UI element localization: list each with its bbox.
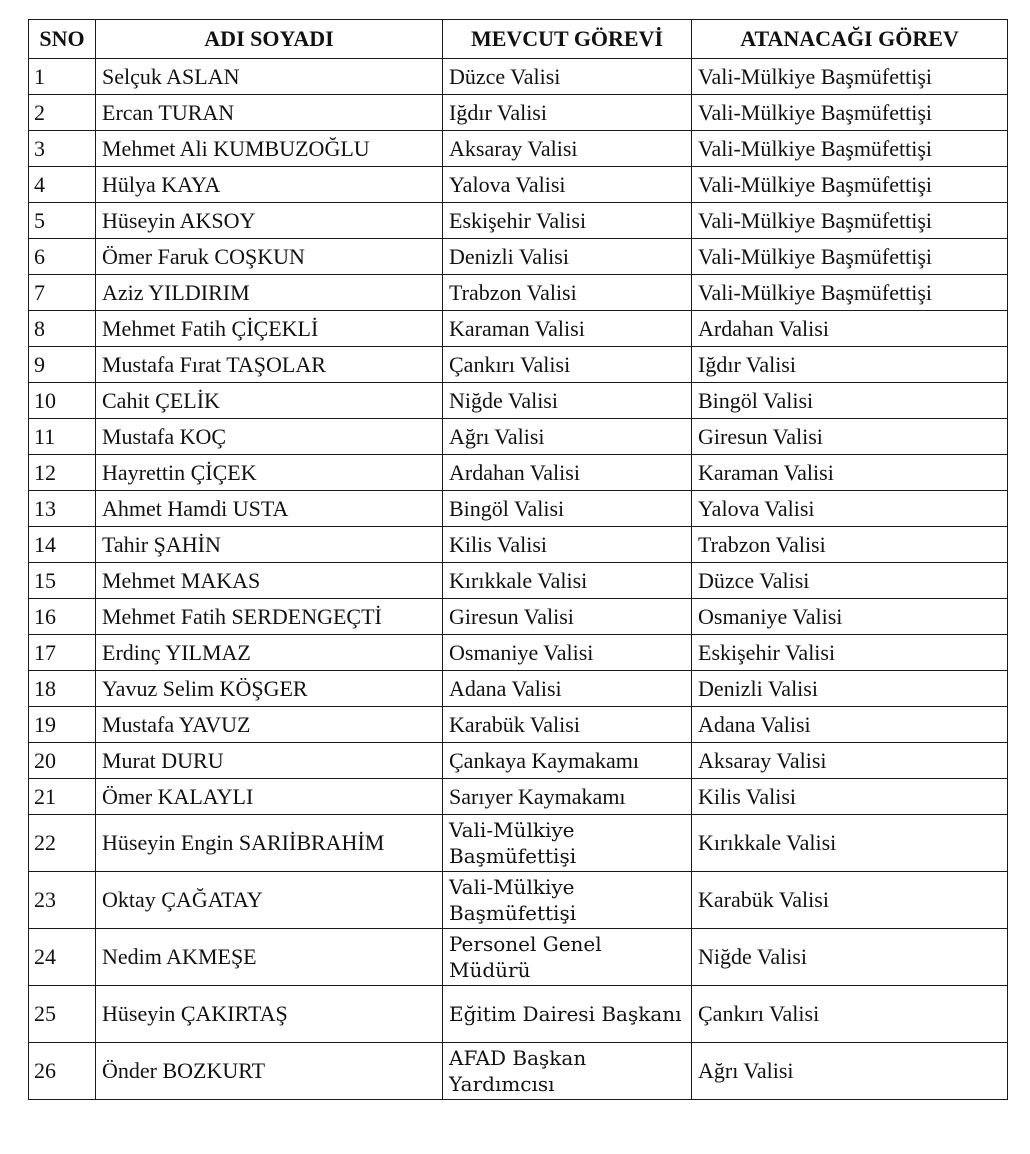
cell-assigned-post: Vali-Mülkiye Başmüfettişi — [692, 239, 1008, 275]
cell-name: Önder BOZKURT — [96, 1043, 443, 1100]
table-row — [29, 872, 1008, 929]
cell-name: Cahit ÇELİK — [96, 383, 443, 419]
cell-name: Selçuk ASLAN — [96, 59, 443, 95]
cell-sno: 13 — [29, 491, 96, 527]
cell-current-post: Düzce Valisi — [443, 59, 692, 95]
cell-current-post: Yalova Valisi — [443, 167, 692, 203]
table-row — [29, 779, 1008, 815]
cell-current-post: Vali-Mülkiye Başmüfettişi — [443, 872, 692, 929]
cell-name: Erdinç YILMAZ — [96, 635, 443, 671]
cell-assigned-post: Kırıkkale Valisi — [692, 815, 1008, 872]
cell-sno: 18 — [29, 671, 96, 707]
cell-current-post: Adana Valisi — [443, 671, 692, 707]
cell-sno: 4 — [29, 167, 96, 203]
table-row — [29, 1043, 1008, 1100]
cell-assigned-post: Eskişehir Valisi — [692, 635, 1008, 671]
cell-name: Hüseyin Engin SARIİBRAHİM — [96, 815, 443, 872]
cell-sno: 3 — [29, 131, 96, 167]
cell-name: Ömer Faruk COŞKUN — [96, 239, 443, 275]
cell-current-post: Niğde Valisi — [443, 383, 692, 419]
cell-current-post: Iğdır Valisi — [443, 95, 692, 131]
cell-assigned-post: Vali-Mülkiye Başmüfettişi — [692, 59, 1008, 95]
cell-sno: 7 — [29, 275, 96, 311]
cell-name: Ercan TURAN — [96, 95, 443, 131]
cell-sno: 15 — [29, 563, 96, 599]
cell-name: Hüseyin ÇAKIRTAŞ — [96, 986, 443, 1043]
header-current-post: MEVCUT GÖREVİ — [443, 20, 692, 59]
table-row — [29, 929, 1008, 986]
table-row — [29, 59, 1008, 95]
table-row — [29, 563, 1008, 599]
cell-name: Aziz YILDIRIM — [96, 275, 443, 311]
cell-name: Murat DURU — [96, 743, 443, 779]
cell-current-post: Giresun Valisi — [443, 599, 692, 635]
cell-sno: 5 — [29, 203, 96, 239]
cell-name: Yavuz Selim KÖŞGER — [96, 671, 443, 707]
cell-sno: 23 — [29, 872, 96, 929]
cell-sno: 12 — [29, 455, 96, 491]
cell-name: Hayrettin ÇİÇEK — [96, 455, 443, 491]
table-row — [29, 203, 1008, 239]
cell-name: Ömer KALAYLI — [96, 779, 443, 815]
table-row — [29, 707, 1008, 743]
cell-name: Hülya KAYA — [96, 167, 443, 203]
cell-current-post: Bingöl Valisi — [443, 491, 692, 527]
cell-assigned-post: Kilis Valisi — [692, 779, 1008, 815]
cell-current-post: Kırıkkale Valisi — [443, 563, 692, 599]
cell-assigned-post: Trabzon Valisi — [692, 527, 1008, 563]
cell-sno: 21 — [29, 779, 96, 815]
table-row — [29, 95, 1008, 131]
table-row — [29, 671, 1008, 707]
cell-sno: 20 — [29, 743, 96, 779]
cell-name: Ahmet Hamdi USTA — [96, 491, 443, 527]
header-row — [29, 20, 1008, 59]
table-header — [29, 20, 1008, 59]
header-assigned-post: ATANACAĞI GÖREV — [692, 20, 1008, 59]
cell-sno: 11 — [29, 419, 96, 455]
table-row — [29, 347, 1008, 383]
cell-current-post: Personel Genel Müdürü — [443, 929, 692, 986]
table-row — [29, 167, 1008, 203]
cell-assigned-post: Vali-Mülkiye Başmüfettişi — [692, 203, 1008, 239]
cell-name: Nedim AKMEŞE — [96, 929, 443, 986]
table-row — [29, 491, 1008, 527]
cell-assigned-post: Vali-Mülkiye Başmüfettişi — [692, 95, 1008, 131]
cell-sno: 22 — [29, 815, 96, 872]
cell-assigned-post: Iğdır Valisi — [692, 347, 1008, 383]
cell-assigned-post: Vali-Mülkiye Başmüfettişi — [692, 167, 1008, 203]
cell-assigned-post: Vali-Mülkiye Başmüfettişi — [692, 131, 1008, 167]
cell-current-post: Eğitim Dairesi Başkanı — [443, 986, 692, 1043]
cell-sno: 17 — [29, 635, 96, 671]
cell-name: Mehmet Ali KUMBUZOĞLU — [96, 131, 443, 167]
cell-assigned-post: Karabük Valisi — [692, 872, 1008, 929]
cell-assigned-post: Karaman Valisi — [692, 455, 1008, 491]
table-row — [29, 986, 1008, 1043]
cell-name: Oktay ÇAĞATAY — [96, 872, 443, 929]
cell-assigned-post: Niğde Valisi — [692, 929, 1008, 986]
table-row — [29, 635, 1008, 671]
cell-sno: 9 — [29, 347, 96, 383]
cell-current-post: Ağrı Valisi — [443, 419, 692, 455]
table-row — [29, 311, 1008, 347]
cell-name: Mehmet Fatih SERDENGEÇTİ — [96, 599, 443, 635]
table-row — [29, 527, 1008, 563]
cell-current-post: Çankırı Valisi — [443, 347, 692, 383]
header-name: ADI SOYADI — [96, 20, 443, 59]
table-row — [29, 455, 1008, 491]
cell-assigned-post: Bingöl Valisi — [692, 383, 1008, 419]
cell-sno: 6 — [29, 239, 96, 275]
table-row — [29, 419, 1008, 455]
table-row — [29, 599, 1008, 635]
cell-assigned-post: Adana Valisi — [692, 707, 1008, 743]
cell-name: Mehmet Fatih ÇİÇEKLİ — [96, 311, 443, 347]
cell-current-post: Eskişehir Valisi — [443, 203, 692, 239]
cell-sno: 16 — [29, 599, 96, 635]
cell-current-post: Sarıyer Kaymakamı — [443, 779, 692, 815]
cell-sno: 25 — [29, 986, 96, 1043]
cell-current-post: Trabzon Valisi — [443, 275, 692, 311]
cell-name: Tahir ŞAHİN — [96, 527, 443, 563]
table-row — [29, 815, 1008, 872]
cell-name: Mehmet MAKAS — [96, 563, 443, 599]
cell-assigned-post: Düzce Valisi — [692, 563, 1008, 599]
cell-name: Mustafa Fırat TAŞOLAR — [96, 347, 443, 383]
cell-current-post: Osmaniye Valisi — [443, 635, 692, 671]
cell-current-post: Karaman Valisi — [443, 311, 692, 347]
cell-sno: 10 — [29, 383, 96, 419]
table-row — [29, 743, 1008, 779]
cell-sno: 26 — [29, 1043, 96, 1100]
table-row — [29, 275, 1008, 311]
cell-current-post: Kilis Valisi — [443, 527, 692, 563]
cell-sno: 24 — [29, 929, 96, 986]
cell-assigned-post: Giresun Valisi — [692, 419, 1008, 455]
cell-name: Mustafa KOÇ — [96, 419, 443, 455]
cell-assigned-post: Yalova Valisi — [692, 491, 1008, 527]
table-body — [29, 59, 1008, 1100]
cell-current-post: Karabük Valisi — [443, 707, 692, 743]
cell-name: Mustafa YAVUZ — [96, 707, 443, 743]
cell-assigned-post: Çankırı Valisi — [692, 986, 1008, 1043]
cell-current-post: Vali-Mülkiye Başmüfettişi — [443, 815, 692, 872]
cell-assigned-post: Denizli Valisi — [692, 671, 1008, 707]
cell-assigned-post: Ardahan Valisi — [692, 311, 1008, 347]
cell-name: Hüseyin AKSOY — [96, 203, 443, 239]
cell-current-post: Aksaray Valisi — [443, 131, 692, 167]
appointments-table — [28, 19, 1008, 1100]
cell-sno: 2 — [29, 95, 96, 131]
table-row — [29, 383, 1008, 419]
cell-sno: 8 — [29, 311, 96, 347]
cell-assigned-post: Osmaniye Valisi — [692, 599, 1008, 635]
cell-assigned-post: Aksaray Valisi — [692, 743, 1008, 779]
cell-sno: 14 — [29, 527, 96, 563]
table-row — [29, 131, 1008, 167]
cell-current-post: Çankaya Kaymakamı — [443, 743, 692, 779]
cell-current-post: Ardahan Valisi — [443, 455, 692, 491]
cell-current-post: Denizli Valisi — [443, 239, 692, 275]
cell-sno: 19 — [29, 707, 96, 743]
cell-assigned-post: Vali-Mülkiye Başmüfettişi — [692, 275, 1008, 311]
cell-current-post: AFAD Başkan Yardımcısı — [443, 1043, 692, 1100]
table-row — [29, 239, 1008, 275]
cell-sno: 1 — [29, 59, 96, 95]
cell-assigned-post: Ağrı Valisi — [692, 1043, 1008, 1100]
header-sno: SNO — [29, 20, 96, 59]
